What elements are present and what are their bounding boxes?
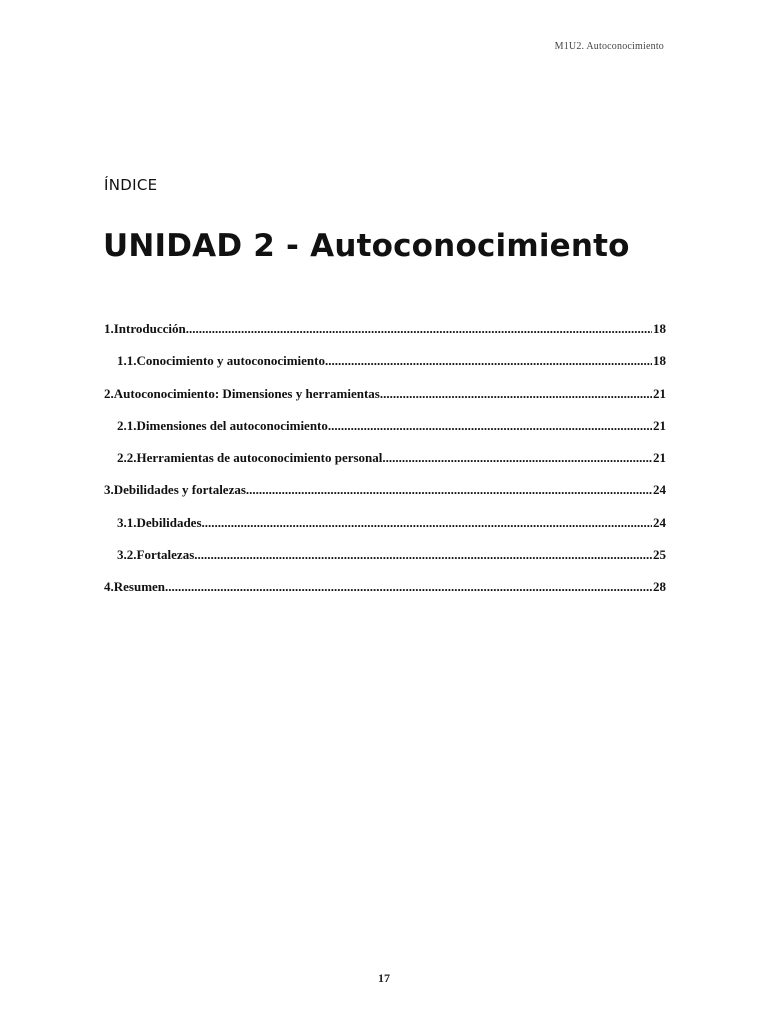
toc-dot-leader: [382, 450, 652, 466]
page-number: 17: [378, 971, 390, 985]
table-of-contents: [104, 321, 666, 612]
toc-dot-leader: [325, 353, 652, 369]
toc-entry-label: 3.1.Debilidades: [117, 514, 202, 530]
toc-entry-dimensiones-herramientas[interactable]: [104, 386, 666, 418]
toc-entry-page: 25: [653, 547, 666, 563]
toc-entry-label: 3.2.Fortalezas: [117, 547, 195, 563]
toc-entry-page: 28: [653, 579, 666, 595]
toc-dot-leader: [380, 386, 652, 402]
toc-entry-label: 1.Introducción: [104, 321, 186, 336]
toc-dot-leader: [202, 515, 652, 531]
toc-entry-herramientas[interactable]: [104, 450, 666, 482]
toc-entry-label: 2.Autoconocimiento: Dimensiones y herramientas: [104, 385, 380, 401]
toc-entry-label: 3.Debilidades y fortalezas: [104, 482, 246, 498]
toc-entry-page: 18: [653, 321, 666, 336]
toc-dot-leader: [165, 579, 652, 595]
toc-entry-label: 1.1.Conocimiento y autoconocimiento: [117, 353, 325, 369]
toc-entry-page: 21: [653, 417, 666, 433]
toc-entry-fortalezas[interactable]: [104, 547, 666, 579]
toc-entry-page: 21: [653, 385, 666, 401]
toc-dot-leader: [186, 321, 652, 337]
toc-entry-dimensiones[interactable]: [104, 418, 666, 450]
toc-entry-debilidades[interactable]: [104, 515, 666, 547]
toc-entry-label: 2.2.Herramientas de autoconocimiento personal: [117, 450, 383, 466]
toc-entry-conocimiento[interactable]: [104, 353, 666, 385]
section-label: ÍNDICE: [104, 176, 158, 194]
toc-dot-leader: [194, 547, 652, 563]
toc-dot-leader: [246, 482, 652, 498]
toc-entry-page: 18: [653, 353, 666, 369]
toc-entry-label: 2.1.Dimensiones del autoconocimiento: [117, 417, 328, 433]
toc-entry-label: 4.Resumen: [104, 579, 166, 595]
toc-entry-introduccion[interactable]: [104, 321, 666, 353]
unit-title: UNIDAD 2 - Autoconocimiento: [103, 228, 630, 264]
toc-entry-page: 24: [653, 514, 666, 530]
toc-entry-debilidades-fortalezas[interactable]: [104, 482, 666, 514]
toc-entry-resumen[interactable]: [104, 579, 666, 611]
toc-entry-page: 21: [653, 450, 666, 466]
toc-dot-leader: [328, 418, 652, 434]
running-header: M1U2. Autoconocimiento: [554, 41, 664, 52]
toc-entry-page: 24: [653, 482, 666, 498]
